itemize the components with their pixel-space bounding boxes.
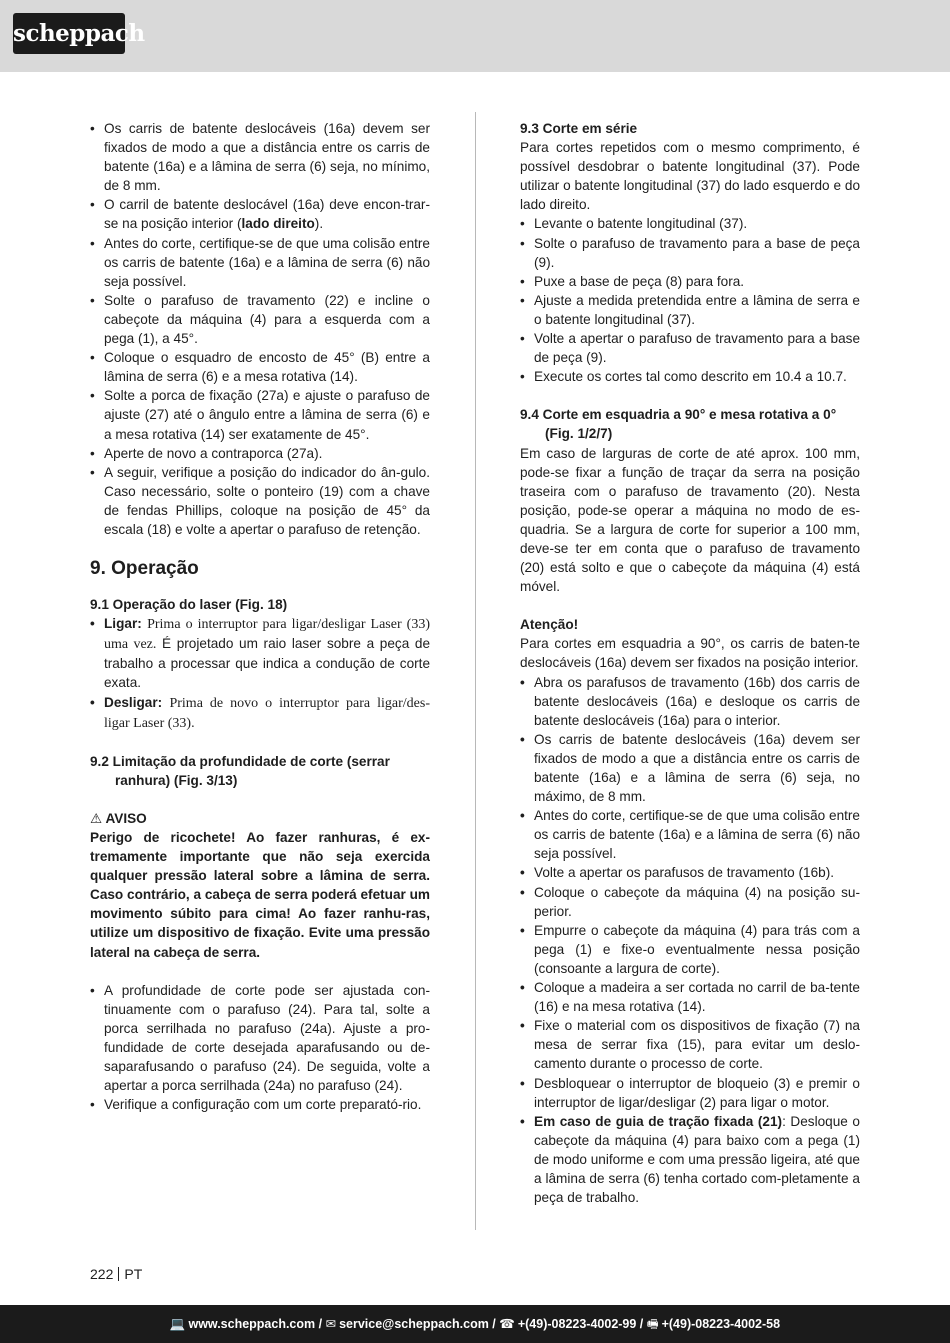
- fax-number: +(49)-08223-4002-58: [661, 1317, 781, 1331]
- list-item: • Execute os cortes tal como descrito em 10.4 a 10.7.: [520, 367, 860, 386]
- warning-heading: [90, 809, 430, 828]
- list-item: [90, 693, 430, 733]
- footer-bar: [0, 1305, 950, 1343]
- separator: [118, 1267, 119, 1281]
- laser-bullet-list: [90, 614, 430, 733]
- list-item: • Puxe a base de peça (8) para fora.: [520, 272, 860, 291]
- list-item: [520, 1112, 860, 1207]
- phone-icon: ☎: [499, 1317, 515, 1331]
- language-code: PT: [124, 1266, 143, 1282]
- list-item: • A profundidade de corte pode ser ajustada con-tinuamente com o parafuso (24). Para tal, solte a porca serrilhada no parafuso (24a). Ajuste a pro-fundidade de corte desejada aparafusando ou de-saparafusando o parafuso (24). De seguida, volte a apertar a porca serrilhada (24a) no parafuso (24).: [90, 981, 430, 1096]
- website-link[interactable]: www.scheppach.com /: [188, 1317, 323, 1331]
- email-link[interactable]: service@scheppach.com /: [339, 1317, 496, 1331]
- label-on: Ligar:: [104, 616, 142, 632]
- list-item: • Empurre o cabeçote da máquina (4) para trás com a pega (1) e fixe-o eventualmente nessa posição (consoante a largura de corte).: [520, 921, 860, 978]
- list-item: [90, 195, 430, 233]
- section-title: 9. Operação: [90, 558, 199, 580]
- list-item: • Antes do corte, certifique-se de que uma colisão entre os carris de batente (16a) e a lâmina de serra (6) não seja possível.: [90, 234, 430, 291]
- miter-bullet-list: [520, 673, 860, 1208]
- paragraph: Em caso de larguras de corte de até aprox. 100 mm, pode-se fixar a função de traçar da serra na posição traseira com o parafuso de travamento (20). Nesta posição, pode-se operar a máquina no modo de es-quadria. Se a largura de corte for superior a 100 mm, deve-se ter em conta que o parafuso de travamento (20) está solto e que o cabeçote da máquina (4) está móvel.: [520, 445, 860, 595]
- subsection-title-9-3: 9.3 Corte em série: [520, 121, 638, 136]
- emphasis: lado direito: [241, 216, 315, 232]
- subsection-title-9-1: 9.1 Operação do laser (Fig. 18): [90, 597, 288, 613]
- list-item: • Desbloquear o interruptor de bloqueio (3) e premir o interruptor de ligar/desligar (2) para ligar o motor.: [520, 1074, 860, 1112]
- list-item: • Solte o parafuso de travamento para a base de peça (9).: [520, 234, 860, 272]
- text-run: ).: [314, 216, 324, 232]
- list-item: • Verifique a configuração com um corte preparató-rio.: [90, 1095, 430, 1114]
- list-item: • Fixe o material com os dispositivos de fixação (7) na mesa de serrar fixa (15), para evitar um deslo-camento durante o processo de corte.: [520, 1016, 860, 1073]
- page-number: [90, 1264, 142, 1284]
- column-divider: [475, 112, 476, 1230]
- list-item: [90, 614, 430, 692]
- list-item: • Solte a porca de fixação (27a) e ajuste o parafuso de ajuste (27) até o ângulo entre a lâmina de serra (6) e a mesa rotativa (14) ser exatamente de 45°.: [90, 386, 430, 443]
- list-item: • Solte o parafuso de travamento (22) e incline o cabeçote da máquina (4) para a esquerda com a pega (1), a 45°.: [90, 291, 430, 348]
- list-item: • Volte a apertar o parafuso de travamento para a base de peça (9).: [520, 329, 860, 367]
- left-column: [90, 119, 430, 1114]
- scheppach-logo: scheppach: [13, 13, 125, 54]
- warning-text: Perigo de ricochete! Ao fazer ranhuras, é ex-tremamente importante que não seja exercida qualquer pressão lateral sobre a lâmina de serra. Caso contrário, a cabeça de serra poderá efetuar um movimento súbito para cima! Ao fazer ranhu-ras, utilize um dispositivo de fixação. Evite uma pressão lateral na cabeça de serra.: [90, 830, 430, 960]
- fax-icon: 🖷: [646, 1317, 659, 1331]
- text-run: Prima o interruptor para ligar/desligar Laser (33) uma vez.: [104, 617, 430, 653]
- subsection-title-9-2: 9.2 Limitação da profundidade de corte (serrar ranhura) (Fig. 3/13): [90, 753, 390, 788]
- list-item: • Aperte de novo a contraporca (27a).: [90, 444, 430, 463]
- text-run: É projetado um raio laser sobre a peça de trabalho a processar que indica a condução de corte exata.: [104, 636, 431, 691]
- computer-icon: 💻: [169, 1317, 186, 1331]
- attention-heading: Atenção!: [520, 617, 579, 633]
- list-item: • Ajuste a medida pretendida entre a lâmina de serra e o batente longitudinal (37).: [520, 291, 860, 329]
- label-off: Desligar:: [104, 694, 163, 710]
- header-bar: [0, 0, 950, 72]
- text-run: : Desloque o cabeçote da máquina (4) para baixo com a pega (1) de modo uniforme e com uma pressão ligeira, até que a lâmina de serra (6) tenha cortado com-pletamente a peça de trabalho.: [534, 1113, 860, 1206]
- list-item: • Abra os parafusos de travamento (16b) dos carris de batente deslocáveis (16a) e desloque os carris de batente deslocáveis (16a) para o interior.: [520, 673, 860, 730]
- paragraph: Para cortes em esquadria a 90°, os carris de baten-te deslocáveis (16a) devem ser fixados na posição interior.: [520, 636, 860, 671]
- text-run: O carril de batente deslocável (16a) deve encon-trar-se na posição interior (: [104, 197, 430, 232]
- mail-icon: ✉: [325, 1317, 337, 1331]
- list-item: • Volte a apertar os parafusos de travamento (16b).: [520, 863, 860, 882]
- list-item: • Coloque o esquadro de encosto de 45° (B) entre a lâmina de serra (6) e a mesa rotativa (14).: [90, 348, 430, 386]
- setup-bullet-list: [90, 119, 430, 539]
- depth-bullet-list: [90, 981, 430, 1115]
- phone-number: +(49)-08223-4002-99 /: [517, 1317, 644, 1331]
- text-run: Prima de novo o interruptor para ligar/des-ligar Laser (33).: [104, 695, 431, 731]
- series-bullet-list: [520, 214, 860, 386]
- warning-label: AVISO: [105, 810, 147, 826]
- list-item: • Antes do corte, certifique-se de que uma colisão entre os carris de batente (16a) e a lâmina de serra (6) não seja possível.: [520, 806, 860, 863]
- list-item: • Coloque a madeira a ser cortada no carril de ba-tente (16) e na mesa rotativa (14).: [520, 978, 860, 1016]
- warning-icon: ⚠: [90, 810, 103, 826]
- list-item: • Levante o batente longitudinal (37).: [520, 214, 860, 233]
- subsection-title-9-4: 9.4 Corte em esquadria a 90° e mesa rotativa a 0° (Fig. 1/2/7): [520, 407, 837, 442]
- page-number-value: 222: [90, 1266, 114, 1282]
- paragraph: Para cortes repetidos com o mesmo comprimento, é possível desdobrar o batente longitudinal (37). Pode utilizar o batente longitudinal (37) do lado esquerdo e do lado direito.: [520, 140, 860, 213]
- list-item: • A seguir, verifique a posição do indicador do ân-gulo. Caso necessário, solte o ponteiro (19) com a chave de fendas Phillips, coloque na posição de 45° da escala (18) e volte a apertar o parafuso de retenção.: [90, 463, 430, 539]
- right-column: [520, 119, 860, 1207]
- emphasis: Em caso de guia de tração fixada (21): [534, 1113, 783, 1129]
- list-item: • Os carris de batente deslocáveis (16a) devem ser fixados de modo a que a distância entre os carris de batente (16a) e a lâmina de serra (6) seja, no máximo, de 8 mm.: [520, 730, 860, 806]
- list-item: • Coloque o cabeçote da máquina (4) na posição su-perior.: [520, 883, 860, 921]
- list-item: • Os carris de batente deslocáveis (16a) devem ser fixados de modo a que a distância entre os carris de batente (16a) e a lâmina de serra (6) seja, no mínimo, de 8 mm.: [90, 119, 430, 195]
